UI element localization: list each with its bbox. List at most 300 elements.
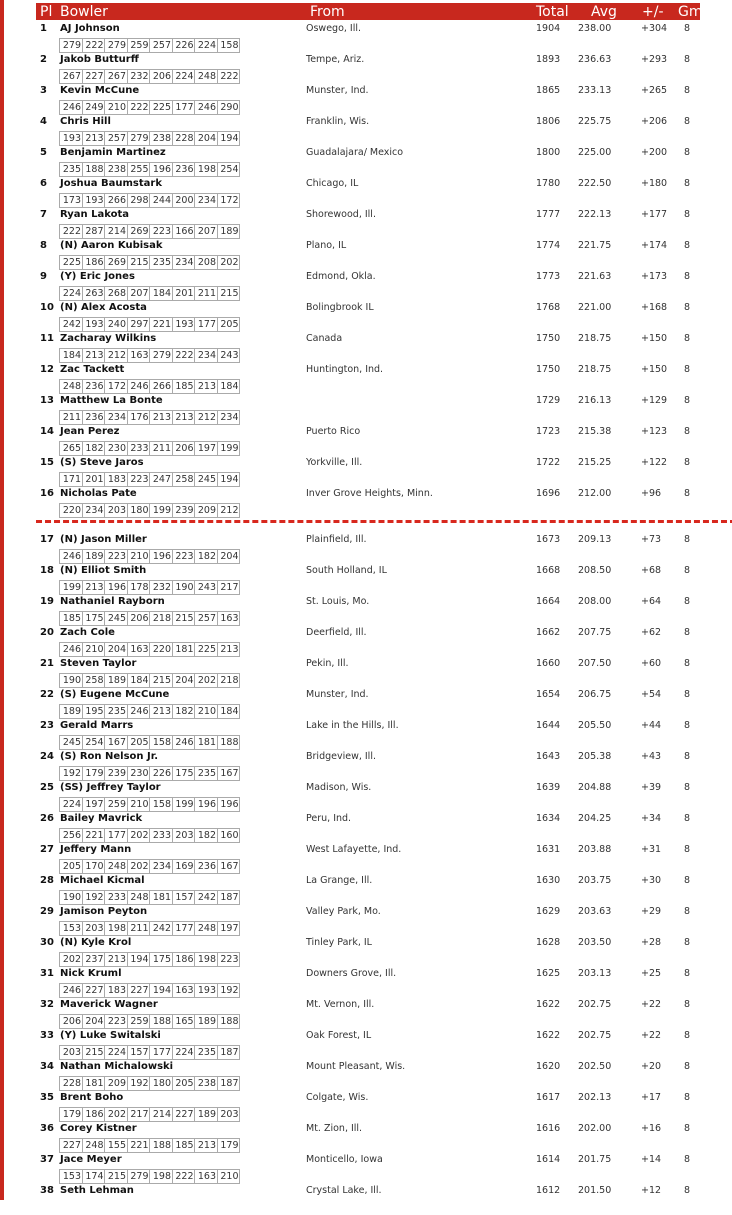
game-score: 240 [105,318,128,331]
game-score: 246 [195,101,218,114]
game-score: 197 [83,798,106,811]
game-score: 235 [195,1046,218,1059]
game-score: 215 [220,288,239,299]
average: 221.75 [578,240,612,251]
game-score: 223 [173,550,196,563]
table-row [0,394,732,425]
game-scores [59,828,240,843]
total-pins: 1628 [536,937,561,948]
game-score: 220 [60,504,83,517]
hometown: Chicago, IL [306,178,359,189]
game-score: 243 [220,350,239,361]
game-score: 204 [105,643,128,656]
game-score: 215 [105,1170,128,1183]
total-pins: 1622 [536,1030,561,1041]
place: 19 [40,596,54,607]
table-row [0,1153,732,1184]
game-score: 184 [220,381,239,392]
average: 204.25 [578,813,612,824]
bowler-name: Jamison Peyton [60,906,148,917]
hometown: Downers Grove, Ill. [306,968,397,979]
table-row [0,208,732,239]
game-scores [59,766,240,781]
game-score: 187 [220,1078,239,1089]
hometown: Shorewood, Ill. [306,209,376,220]
hometown: Monticello, Iowa [306,1154,383,1165]
total-pins: 1660 [536,658,561,669]
place: 6 [40,178,47,189]
place: 16 [40,488,54,499]
game-score: 181 [150,891,173,904]
plus-minus: +43 [641,751,662,762]
game-score: 189 [195,1108,218,1121]
bowler-name: (S) Ron Nelson Jr. [60,751,159,762]
game-score: 257 [105,132,128,145]
average: 203.88 [578,844,612,855]
game-score: 205 [220,319,239,330]
games-played: 8 [684,720,691,731]
game-score: 297 [128,318,151,331]
hometown: Munster, Ind. [306,689,369,700]
game-score: 213 [150,705,173,718]
games-played: 8 [684,1123,691,1134]
game-score: 158 [150,798,173,811]
game-score: 212 [105,349,128,362]
hometown: Bolingbrook IL [306,302,374,313]
game-score: 190 [173,581,196,594]
game-score: 224 [173,1046,196,1059]
bowler-name: Nathaniel Rayborn [60,596,165,607]
place: 22 [40,689,54,700]
place: 21 [40,658,54,669]
total-pins: 1639 [536,782,561,793]
game-score: 222 [173,1170,196,1183]
game-score: 170 [83,860,106,873]
game-score: 213 [105,953,128,966]
game-score: 246 [128,705,151,718]
game-score: 267 [105,70,128,83]
plus-minus: +200 [641,147,668,158]
table-row [0,998,732,1029]
game-score: 186 [173,953,196,966]
games-played: 8 [684,534,691,545]
game-score: 179 [83,767,106,780]
table-row [0,905,732,936]
place: 32 [40,999,54,1010]
game-score: 243 [195,581,218,594]
header-gm: Gm [678,4,703,20]
game-score: 236 [173,163,196,176]
game-score: 184 [220,706,239,717]
game-score: 233 [105,891,128,904]
table-row [0,456,732,487]
header-from: From [310,4,345,20]
plus-minus: +62 [641,627,662,638]
bowler-name: (N) Jason Miller [60,534,147,545]
game-score: 181 [83,1077,106,1090]
game-score: 193 [195,984,218,997]
game-score: 210 [195,705,218,718]
plus-minus: +22 [641,999,662,1010]
game-score: 279 [128,132,151,145]
table-row [0,301,732,332]
game-score: 181 [195,736,218,749]
bowler-name: Zacharay Wilkins [60,333,157,344]
game-score: 242 [150,922,173,935]
table-row [0,1060,732,1091]
game-score: 224 [60,798,83,811]
average: 204.88 [578,782,612,793]
game-score: 221 [128,1139,151,1152]
game-score: 222 [173,349,196,362]
game-score: 177 [150,1046,173,1059]
games-played: 8 [684,1092,691,1103]
game-score: 235 [105,705,128,718]
game-score: 222 [128,101,151,114]
plus-minus: +150 [641,333,668,344]
table-row [0,750,732,781]
game-score: 223 [150,225,173,238]
game-score: 213 [195,380,218,393]
game-score: 213 [150,411,173,424]
game-score: 214 [105,225,128,238]
game-score: 211 [128,922,151,935]
game-score: 167 [105,736,128,749]
table-row [0,595,732,626]
game-score: 190 [60,891,83,904]
total-pins: 1617 [536,1092,561,1103]
hometown: Guadalajara/ Mexico [306,147,404,158]
header-avg: Avg [591,4,617,20]
games-played: 8 [684,813,691,824]
place: 9 [40,271,47,282]
game-score: 193 [83,318,106,331]
game-score: 211 [150,442,173,455]
game-score: 269 [105,256,128,269]
bowler-name: Nicholas Pate [60,488,137,499]
game-score: 213 [195,1139,218,1152]
games-played: 8 [684,906,691,917]
game-score: 224 [105,1046,128,1059]
games-played: 8 [684,54,691,65]
place: 24 [40,751,54,762]
plus-minus: +30 [641,875,662,886]
game-score: 230 [105,442,128,455]
hometown: Huntington, Ind. [306,364,384,375]
plus-minus: +44 [641,720,662,731]
average: 206.75 [578,689,612,700]
hometown: Tinley Park, IL [306,937,372,948]
game-scores [59,1107,240,1122]
average: 209.13 [578,534,612,545]
game-score: 202 [128,860,151,873]
game-score: 228 [60,1077,83,1090]
game-scores [59,100,240,115]
hometown: Madison, Wis. [306,782,372,793]
game-score: 189 [220,226,239,237]
games-played: 8 [684,627,691,638]
bowler-name: Kevin McCune [60,85,140,96]
hometown: Oak Forest, IL [306,1030,372,1041]
average: 212.00 [578,488,612,499]
table-row [0,84,732,115]
hometown: La Grange, Ill. [306,875,373,886]
game-score: 228 [173,132,196,145]
average: 202.75 [578,1030,612,1041]
plus-minus: +129 [641,395,668,406]
game-scores [59,1169,240,1184]
game-score: 198 [150,1170,173,1183]
game-score: 206 [60,1015,83,1028]
game-score: 225 [150,101,173,114]
game-score: 193 [60,132,83,145]
game-score: 236 [195,860,218,873]
bowler-name: Jean Perez [60,426,120,437]
games-played: 8 [684,1154,691,1165]
game-score: 224 [173,70,196,83]
total-pins: 1904 [536,23,561,34]
games-played: 8 [684,364,691,375]
game-score: 234 [150,860,173,873]
average: 202.50 [578,1061,612,1072]
game-score: 172 [220,195,239,206]
bowler-name: Bailey Mavrick [60,813,143,824]
place: 25 [40,782,54,793]
total-pins: 1673 [536,534,561,545]
game-score: 180 [150,1077,173,1090]
game-score: 193 [173,318,196,331]
game-score: 258 [173,473,196,486]
game-score: 192 [83,891,106,904]
plus-minus: +17 [641,1092,662,1103]
game-score: 186 [83,1108,106,1121]
total-pins: 1750 [536,333,561,344]
game-score: 233 [128,442,151,455]
games-played: 8 [684,395,691,406]
game-score: 194 [150,984,173,997]
game-score: 256 [60,829,83,842]
game-score: 244 [150,194,173,207]
bowler-name: (N) Aaron Kubisak [60,240,163,251]
place: 27 [40,844,54,855]
game-score: 187 [220,892,239,903]
average: 215.25 [578,457,612,468]
bowler-name: (S) Steve Jaros [60,457,144,468]
game-score: 263 [83,287,106,300]
average: 207.75 [578,627,612,638]
game-score: 234 [173,256,196,269]
game-score: 182 [173,705,196,718]
game-score: 217 [220,582,239,593]
game-score: 222 [220,71,239,82]
game-score: 194 [220,133,239,144]
game-score: 194 [128,953,151,966]
game-score: 202 [220,257,239,268]
plus-minus: +168 [641,302,668,313]
game-score: 267 [60,70,83,83]
game-score: 198 [105,922,128,935]
hometown: Valley Park, Mo. [306,906,381,917]
plus-minus: +22 [641,1030,662,1041]
game-score: 177 [173,101,196,114]
game-score: 223 [105,1015,128,1028]
game-score: 188 [220,737,239,748]
place: 37 [40,1154,54,1165]
game-score: 153 [60,922,83,935]
hometown: Bridgeview, Ill. [306,751,376,762]
total-pins: 1893 [536,54,561,65]
plus-minus: +39 [641,782,662,793]
game-score: 257 [195,612,218,625]
game-score: 224 [60,287,83,300]
bowler-name: Zac Tackett [60,364,125,375]
game-score: 246 [60,550,83,563]
game-score: 207 [128,287,151,300]
game-score: 246 [60,101,83,114]
average: 202.13 [578,1092,612,1103]
game-score: 181 [173,643,196,656]
game-score: 208 [195,256,218,269]
game-score: 245 [105,612,128,625]
plus-minus: +60 [641,658,662,669]
total-pins: 1806 [536,116,561,127]
game-score: 246 [173,736,196,749]
game-score: 180 [128,504,151,517]
table-row [0,781,732,812]
place: 7 [40,209,47,220]
game-score: 184 [150,287,173,300]
game-score: 246 [128,380,151,393]
plus-minus: +96 [641,488,662,499]
total-pins: 1634 [536,813,561,824]
game-scores [59,286,240,301]
game-score: 225 [195,643,218,656]
place: 15 [40,457,54,468]
game-score: 193 [83,194,106,207]
game-score: 197 [220,923,239,934]
game-score: 198 [195,163,218,176]
game-score: 213 [83,132,106,145]
hometown: Lake in the Hills, Ill. [306,720,399,731]
average: 205.50 [578,720,612,731]
average: 222.50 [578,178,612,189]
game-score: 227 [128,984,151,997]
game-score: 179 [60,1108,83,1121]
game-score: 174 [83,1170,106,1183]
total-pins: 1654 [536,689,561,700]
games-played: 8 [684,751,691,762]
game-score: 204 [83,1015,106,1028]
game-score: 177 [195,318,218,331]
game-score: 220 [150,643,173,656]
game-scores [59,38,240,53]
games-played: 8 [684,426,691,437]
game-score: 213 [220,644,239,655]
game-scores [59,921,240,936]
game-score: 248 [195,922,218,935]
game-score: 186 [83,256,106,269]
game-score: 223 [220,954,239,965]
place: 4 [40,116,47,127]
game-score: 224 [195,39,218,52]
game-score: 210 [220,1171,239,1182]
bowler-name: Seth Lehman [60,1185,134,1196]
table-row [0,564,732,595]
plus-minus: +180 [641,178,668,189]
game-score: 247 [150,473,173,486]
place: 10 [40,302,54,313]
game-score: 248 [128,891,151,904]
bowler-name: (N) Alex Acosta [60,302,147,313]
game-score: 155 [105,1139,128,1152]
game-score: 232 [150,581,173,594]
bowler-name: Michael Kicmal [60,875,145,886]
game-score: 163 [128,349,151,362]
plus-minus: +64 [641,596,662,607]
games-played: 8 [684,999,691,1010]
game-score: 204 [195,132,218,145]
average: 216.13 [578,395,612,406]
game-scores [59,673,240,688]
game-score: 287 [83,225,106,238]
game-score: 211 [60,411,83,424]
game-score: 184 [60,349,83,362]
game-score: 173 [60,194,83,207]
plus-minus: +177 [641,209,668,220]
place: 14 [40,426,54,437]
game-score: 209 [195,504,218,517]
hometown: Mt. Zion, Ill. [306,1123,363,1134]
total-pins: 1729 [536,395,561,406]
game-score: 213 [83,581,106,594]
average: 221.00 [578,302,612,313]
bowler-name: Chris Hill [60,116,111,127]
game-score: 249 [83,101,106,114]
game-score: 175 [83,612,106,625]
game-score: 248 [83,1139,106,1152]
game-score: 236 [83,380,106,393]
game-score: 196 [220,799,239,810]
game-score: 184 [128,674,151,687]
table-header [36,3,703,20]
game-scores [59,1014,240,1029]
game-scores [59,255,240,270]
bowler-name: Matthew La Bonte [60,395,163,406]
game-score: 239 [173,504,196,517]
plus-minus: +174 [641,240,668,251]
table-row [0,425,732,456]
game-score: 189 [83,550,106,563]
average: 236.63 [578,54,612,65]
hometown: Crystal Lake, Ill. [306,1185,382,1196]
games-played: 8 [684,689,691,700]
game-score: 298 [128,194,151,207]
hometown: Deerfield, Ill. [306,627,367,638]
plus-minus: +68 [641,565,662,576]
games-played: 8 [684,23,691,34]
game-score: 215 [83,1046,106,1059]
game-score: 202 [105,1108,128,1121]
game-score: 246 [60,643,83,656]
game-score: 209 [105,1077,128,1090]
hometown: Mt. Vernon, Ill. [306,999,375,1010]
place: 38 [40,1185,54,1196]
total-pins: 1668 [536,565,561,576]
game-score: 196 [150,163,173,176]
bowler-name: Brent Boho [60,1092,124,1103]
plus-minus: +304 [641,23,668,34]
game-score: 202 [195,674,218,687]
